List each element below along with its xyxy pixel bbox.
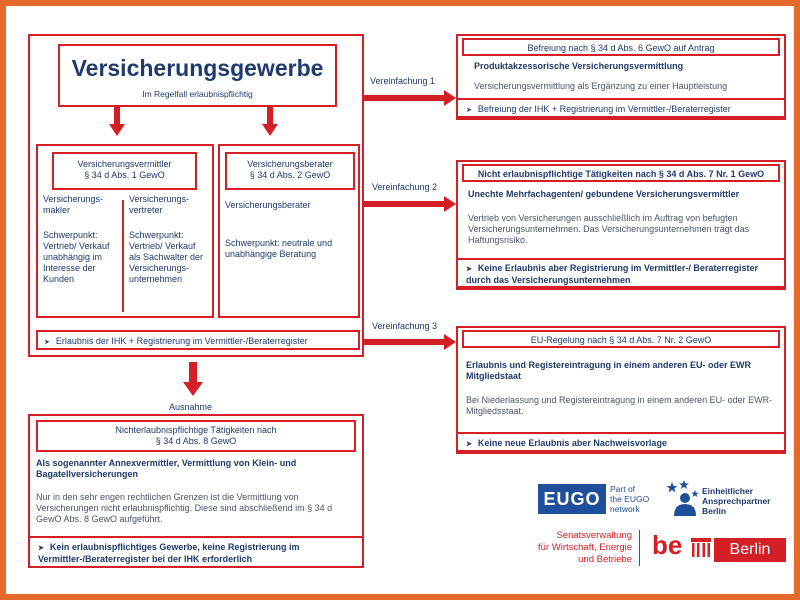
arrow-right-2 xyxy=(362,201,446,207)
exception-heading: Als sogenannter Annexvermittler, Vermittlung von Klein- und Bagatellversicherungen xyxy=(36,458,297,479)
exception-title: Nichterlaubnispflichtige Tätigkeiten nach xyxy=(115,425,277,435)
exception-title-box xyxy=(36,420,356,452)
senat-text xyxy=(526,530,632,566)
arrow-right-2-head xyxy=(444,196,456,212)
partner-line-3: Berlin xyxy=(702,506,727,516)
senat-line-3: und Betriebe xyxy=(578,554,632,565)
senat-line-1: Senatsverwaltung xyxy=(556,530,632,541)
simplification-2-heading: Unechte Mehrfachagenten/ gebundene Versicherungsvermittler xyxy=(468,189,740,199)
simplification-2-body: Vertrieb von Versicherungen ausschließlich im Auftrag von befugten Versicherungsunternehmen. Das Versicherungsunternehmen trägt das Haftungsrisiko. xyxy=(468,213,750,245)
exception-body: Nur in den sehr engen rechtlichen Grenzen ist die Vermittlung von Versicherungen nicht erlaubnispflichtig. Diese sind abschließend im § 34 d GewO Abs. 8 GewO aufgeführt. xyxy=(36,492,333,524)
makler-focus: Schwerpunkt: Vertrieb/ Verkauf unabhängig im Interesse der Kunden xyxy=(43,230,110,284)
partner-line-1: Einheitlicher xyxy=(702,486,754,496)
simplification-2-note-text: Keine Erlaubnis aber Registrierung im Vermittler-/ Beraterregister durch das Versicherungsunternehmen xyxy=(466,263,758,285)
simplification-2-note xyxy=(456,258,786,288)
main-note-text: Erlaubnis der IHK + Registrierung im Vermittler-/Beraterregister xyxy=(55,336,308,346)
eugo-network-text: Part of the EUGO network xyxy=(610,484,650,514)
exception-note xyxy=(28,536,364,568)
simplification-3-title: EU-Regelung nach § 34 d Abs. 7 Nr. 2 GewO xyxy=(462,330,780,348)
simplification-1-body: Versicherungsvermittlung als Ergänzung zu einer Hauptleistung xyxy=(474,81,728,91)
vermittler-paragraph: § 34 d Abs. 1 GewO xyxy=(84,170,165,180)
exception-note-text: Kein erlaubnispflichtiges Gewerbe, keine Registrierung im Vermittler-/Beraterregister bei der IHK erforderlich xyxy=(38,542,300,564)
partner-line-2: Ansprechpartner xyxy=(702,496,771,506)
be-logo: be xyxy=(652,530,683,560)
arrow-down-exception-head xyxy=(183,382,203,396)
berater-paragraph: § 34 d Abs. 2 GewO xyxy=(249,170,331,180)
berater-title-box xyxy=(225,152,355,190)
arrow-label-3: Vereinfachung 3 xyxy=(372,321,438,331)
exception-label: Ausnahme xyxy=(169,402,213,412)
berlin-logo: Berlin xyxy=(714,538,786,562)
simplification-3-note xyxy=(456,432,786,452)
arrow-right-3-head xyxy=(444,334,456,350)
arrow-label-1: Vereinfachung 1 xyxy=(370,76,436,86)
slide xyxy=(6,6,794,594)
berater-title: Versicherungsberater xyxy=(247,159,333,169)
arrow-right-1-head xyxy=(444,90,456,106)
page-title: Versicherungsgewerbe xyxy=(71,55,324,81)
simplification-1-note-text: Befreiung der IHK + Registrierung im Vermittler-/Beraterregister xyxy=(477,104,731,114)
berater-label: Versicherungsberater xyxy=(225,200,311,210)
title-box xyxy=(58,44,337,107)
partner-icon xyxy=(664,480,700,518)
simplification-3-heading: Erlaubnis und Registereintragung in einem anderen EU- oder EWR Mitgliedstaat xyxy=(466,360,752,381)
berater-focus: Schwerpunkt: neutrale und unabhängige Beratung xyxy=(225,238,333,259)
vertreter-label: Versicherungs- vertreter xyxy=(129,194,190,215)
vermittler-title: Versicherungsvermittler xyxy=(77,159,172,169)
arrow-down-exception xyxy=(189,362,197,384)
logo-divider xyxy=(639,530,640,566)
page-subtitle: Im Regelfall erlaubnispflichtig xyxy=(142,89,253,99)
exception-paragraph: § 34 d Abs. 8 GewO xyxy=(155,436,237,446)
senat-line-2: für Wirtschaft, Energie xyxy=(538,542,632,553)
brandenburg-gate-icon xyxy=(690,536,712,558)
main-note xyxy=(36,330,360,350)
simplification-1-heading: Produktakzessorische Versicherungsvermittlung xyxy=(474,61,684,71)
partner-text xyxy=(702,486,771,516)
vertreter-focus: Schwerpunkt: Vertrieb/ Verkauf als Sachwalter der Versicherungs-unternehmen xyxy=(129,230,204,284)
simplification-2-title: Nicht erlaubnispflichtige Tätigkeiten nach § 34 d Abs. 7 Nr. 1 GewO xyxy=(462,164,780,182)
simplification-1-note xyxy=(456,98,786,118)
makler-label: Versicherungs- makler xyxy=(43,194,104,215)
arrow-label-2: Vereinfachung 2 xyxy=(372,182,438,192)
vermittler-title-box xyxy=(52,152,197,190)
simplification-3-note-text: Keine neue Erlaubnis aber Nachweisvorlage xyxy=(477,438,667,448)
simplification-3-body: Bei Niederlassung und Registereintragung in einem anderen EU- oder EWR-Mitgliedsstaat. xyxy=(466,395,773,416)
arrow-right-1 xyxy=(362,95,446,101)
eugo-logo: EUGO xyxy=(538,484,606,514)
arrow-right-3 xyxy=(362,339,446,345)
column-divider xyxy=(122,200,124,312)
simplification-1-title: Befreiung nach § 34 d Abs. 6 GewO auf Antrag xyxy=(462,38,780,56)
